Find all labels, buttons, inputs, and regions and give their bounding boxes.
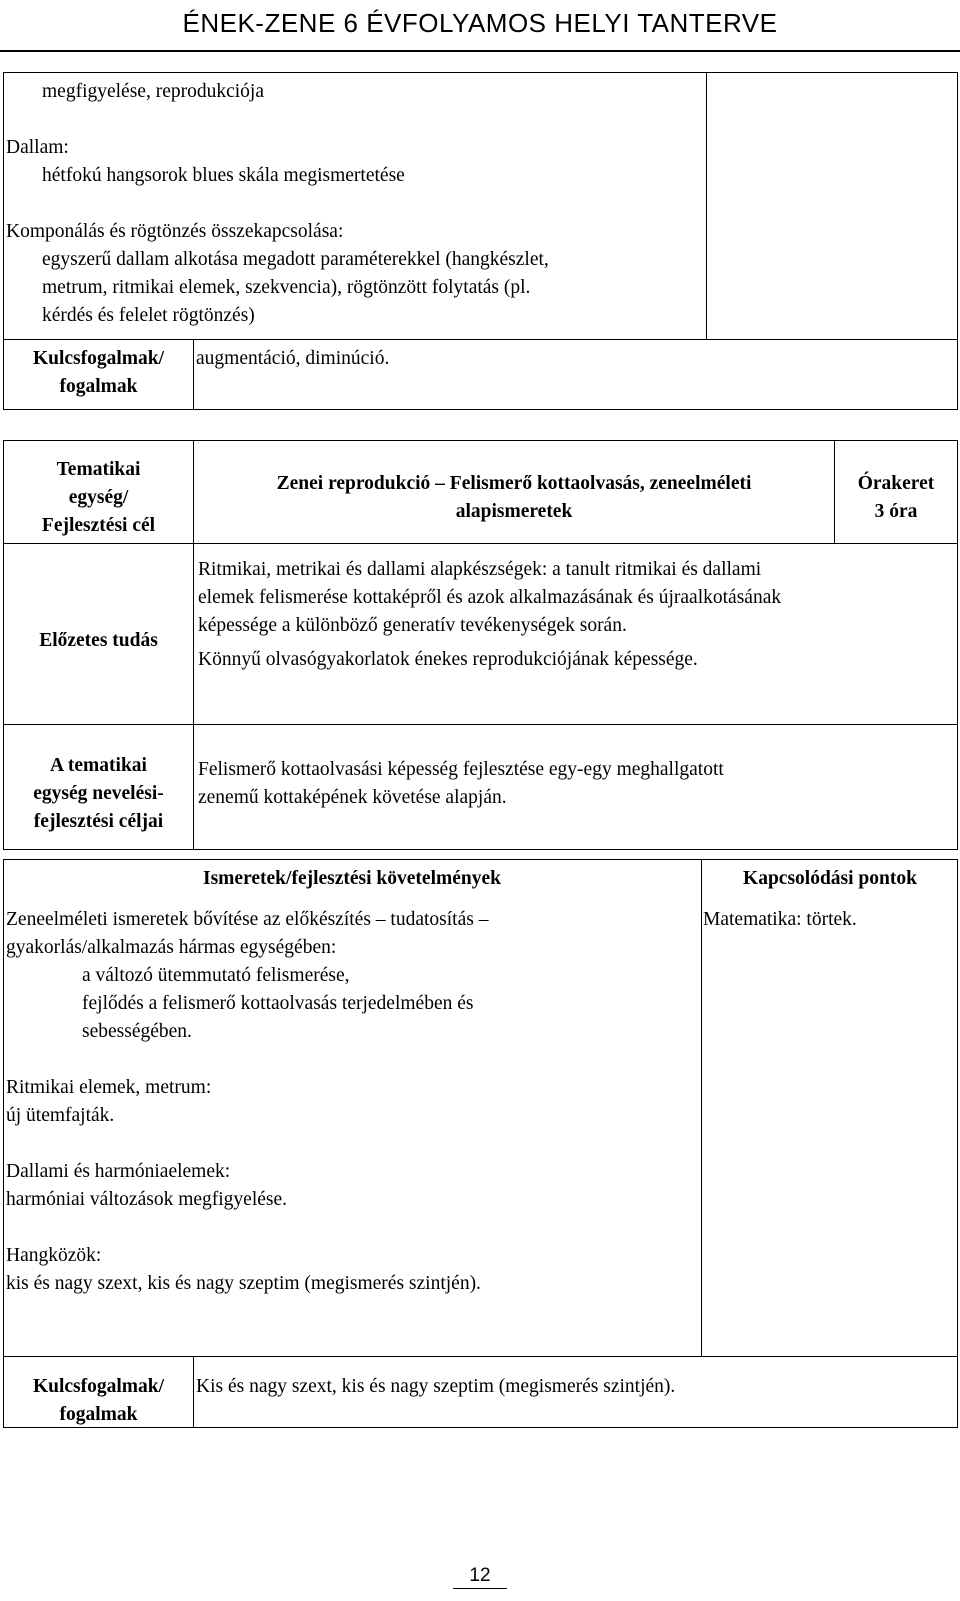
keywords-label-line-1: Kulcsfogalmak/ — [32, 348, 165, 369]
keywords2-label — [4, 1373, 193, 1429]
goals-label-line-2: egység nevelési- — [33, 783, 164, 804]
req-label: Dallami és harmóniaelemek: — [6, 1161, 231, 1182]
prior-line-3: képessége a különböző generatív tevékenységek során. — [198, 615, 627, 636]
dallam-item: hétfokú hangsorok blues skála megismertetése — [42, 165, 405, 186]
goals-divider — [193, 724, 194, 850]
unit-label-divider — [193, 440, 194, 725]
prior-knowledge-text — [198, 556, 956, 674]
dallam-label: Dallam: — [6, 137, 69, 158]
hours-label: Órakeret — [857, 473, 935, 494]
req-item: fejlődés a felismerő kottaolvasás terjedelmében és — [82, 993, 474, 1014]
keywords-label-line-2: fogalmak — [59, 376, 138, 397]
unit-title-line-1: Zenei reprodukció – Felismerő kottaolvasás, zeneelméleti — [276, 473, 752, 494]
thematic-label-line-2: egység/ — [68, 487, 129, 508]
column-divider — [706, 72, 707, 340]
komponalas-line-1: egyszerű dallam alkotása megadott paraméterekkel (hangkészlet, — [42, 249, 549, 270]
thematic-label-line-3: Fejlesztési cél — [41, 515, 156, 536]
req-line: gyakorlás/alkalmazás hármas egységében: — [6, 937, 337, 958]
thematic-label-line-1: Tematikai — [56, 459, 141, 480]
req-item: új ütemfajták. — [6, 1105, 115, 1126]
req-item: kis és nagy szext, kis és nagy szeptim (megismerés szintjén). — [6, 1273, 481, 1294]
unit-title — [196, 470, 832, 526]
keyword-divider — [193, 339, 194, 410]
connections-header: Kapcsolódási pontok — [743, 868, 917, 889]
komponalas-line-2: metrum, ritmikai elemek, szekvencia), rögtönzött folytatás (pl. — [42, 277, 531, 298]
goals-label-line-3: fejlesztési céljai — [33, 811, 164, 832]
goals-label — [4, 752, 193, 836]
req-label: Ritmikai elemek, metrum: — [6, 1077, 212, 1098]
thematic-unit-label — [4, 456, 193, 540]
keywords2-value: Kis és nagy szext, kis és nagy szeptim (megismerés szintjén). — [196, 1376, 676, 1397]
unit-title-line-2: alapismeretek — [455, 501, 573, 522]
goals-text — [198, 756, 956, 812]
keywords2-label-line-2: fogalmak — [59, 1404, 138, 1425]
page-number-underline — [453, 1588, 507, 1589]
text-line: megfigyelése, reprodukciója — [42, 81, 264, 102]
komponalas-line-3: kérdés és felelet rögtönzés) — [42, 305, 255, 326]
prior-line-4: Könnyű olvasógyakorlatok énekes reprodukciójának képessége. — [198, 649, 698, 670]
keywords-table-divider — [193, 1356, 194, 1428]
header-divider — [0, 50, 960, 52]
req-item: sebességében. — [82, 1021, 192, 1042]
hours-value: 3 óra — [874, 501, 918, 522]
req-line: Zeneelméleti ismeretek bővítése az előkészítés – tudatosítás – — [6, 909, 489, 930]
requirements-header: Ismeretek/fejlesztési követelmények — [203, 868, 501, 889]
page-number: 12 — [469, 1565, 491, 1586]
requirements-content — [6, 906, 696, 1298]
req-item: a változó ütemmutató felismerése, — [82, 965, 350, 986]
req-label: Hangközök: — [6, 1245, 102, 1266]
hours-cell — [835, 470, 957, 526]
goals-text-line-2: zenemű kottaképének követése alapján. — [198, 787, 507, 808]
prior-line-1: Ritmikai, metrikai és dallami alapkészségek: a tanult ritmikai és dallami — [198, 559, 762, 580]
page-header-title: ÉNEK-ZENE 6 ÉVFOLYAMOS HELYI TANTERVE — [182, 8, 778, 38]
goals-label-line-1: A tematikai — [50, 755, 147, 776]
connection-item: Matematika: törtek. — [703, 909, 857, 930]
keywords-label — [4, 345, 193, 401]
req-item: harmóniai változások megfigyelése. — [6, 1189, 288, 1210]
unit-row-divider — [3, 543, 958, 544]
goals-text-line-1: Felismerő kottaolvasási képesség fejlesztése egy-egy meghallgatott — [198, 759, 724, 780]
keywords2-label-line-1: Kulcsfogalmak/ — [32, 1376, 165, 1397]
prior-knowledge-label: Előzetes tudás — [39, 630, 158, 651]
prior-line-2: elemek felismerése kottaképről és azok alkalmazásának és újraalkotásának — [198, 587, 782, 608]
row-divider — [3, 339, 958, 340]
content-cell — [6, 78, 701, 330]
komponalas-label: Komponálás és rögtönzés összekapcsolása: — [6, 221, 344, 242]
keywords-value: augmentáció, diminúció. — [196, 348, 390, 369]
requirements-column-divider — [701, 859, 702, 1357]
